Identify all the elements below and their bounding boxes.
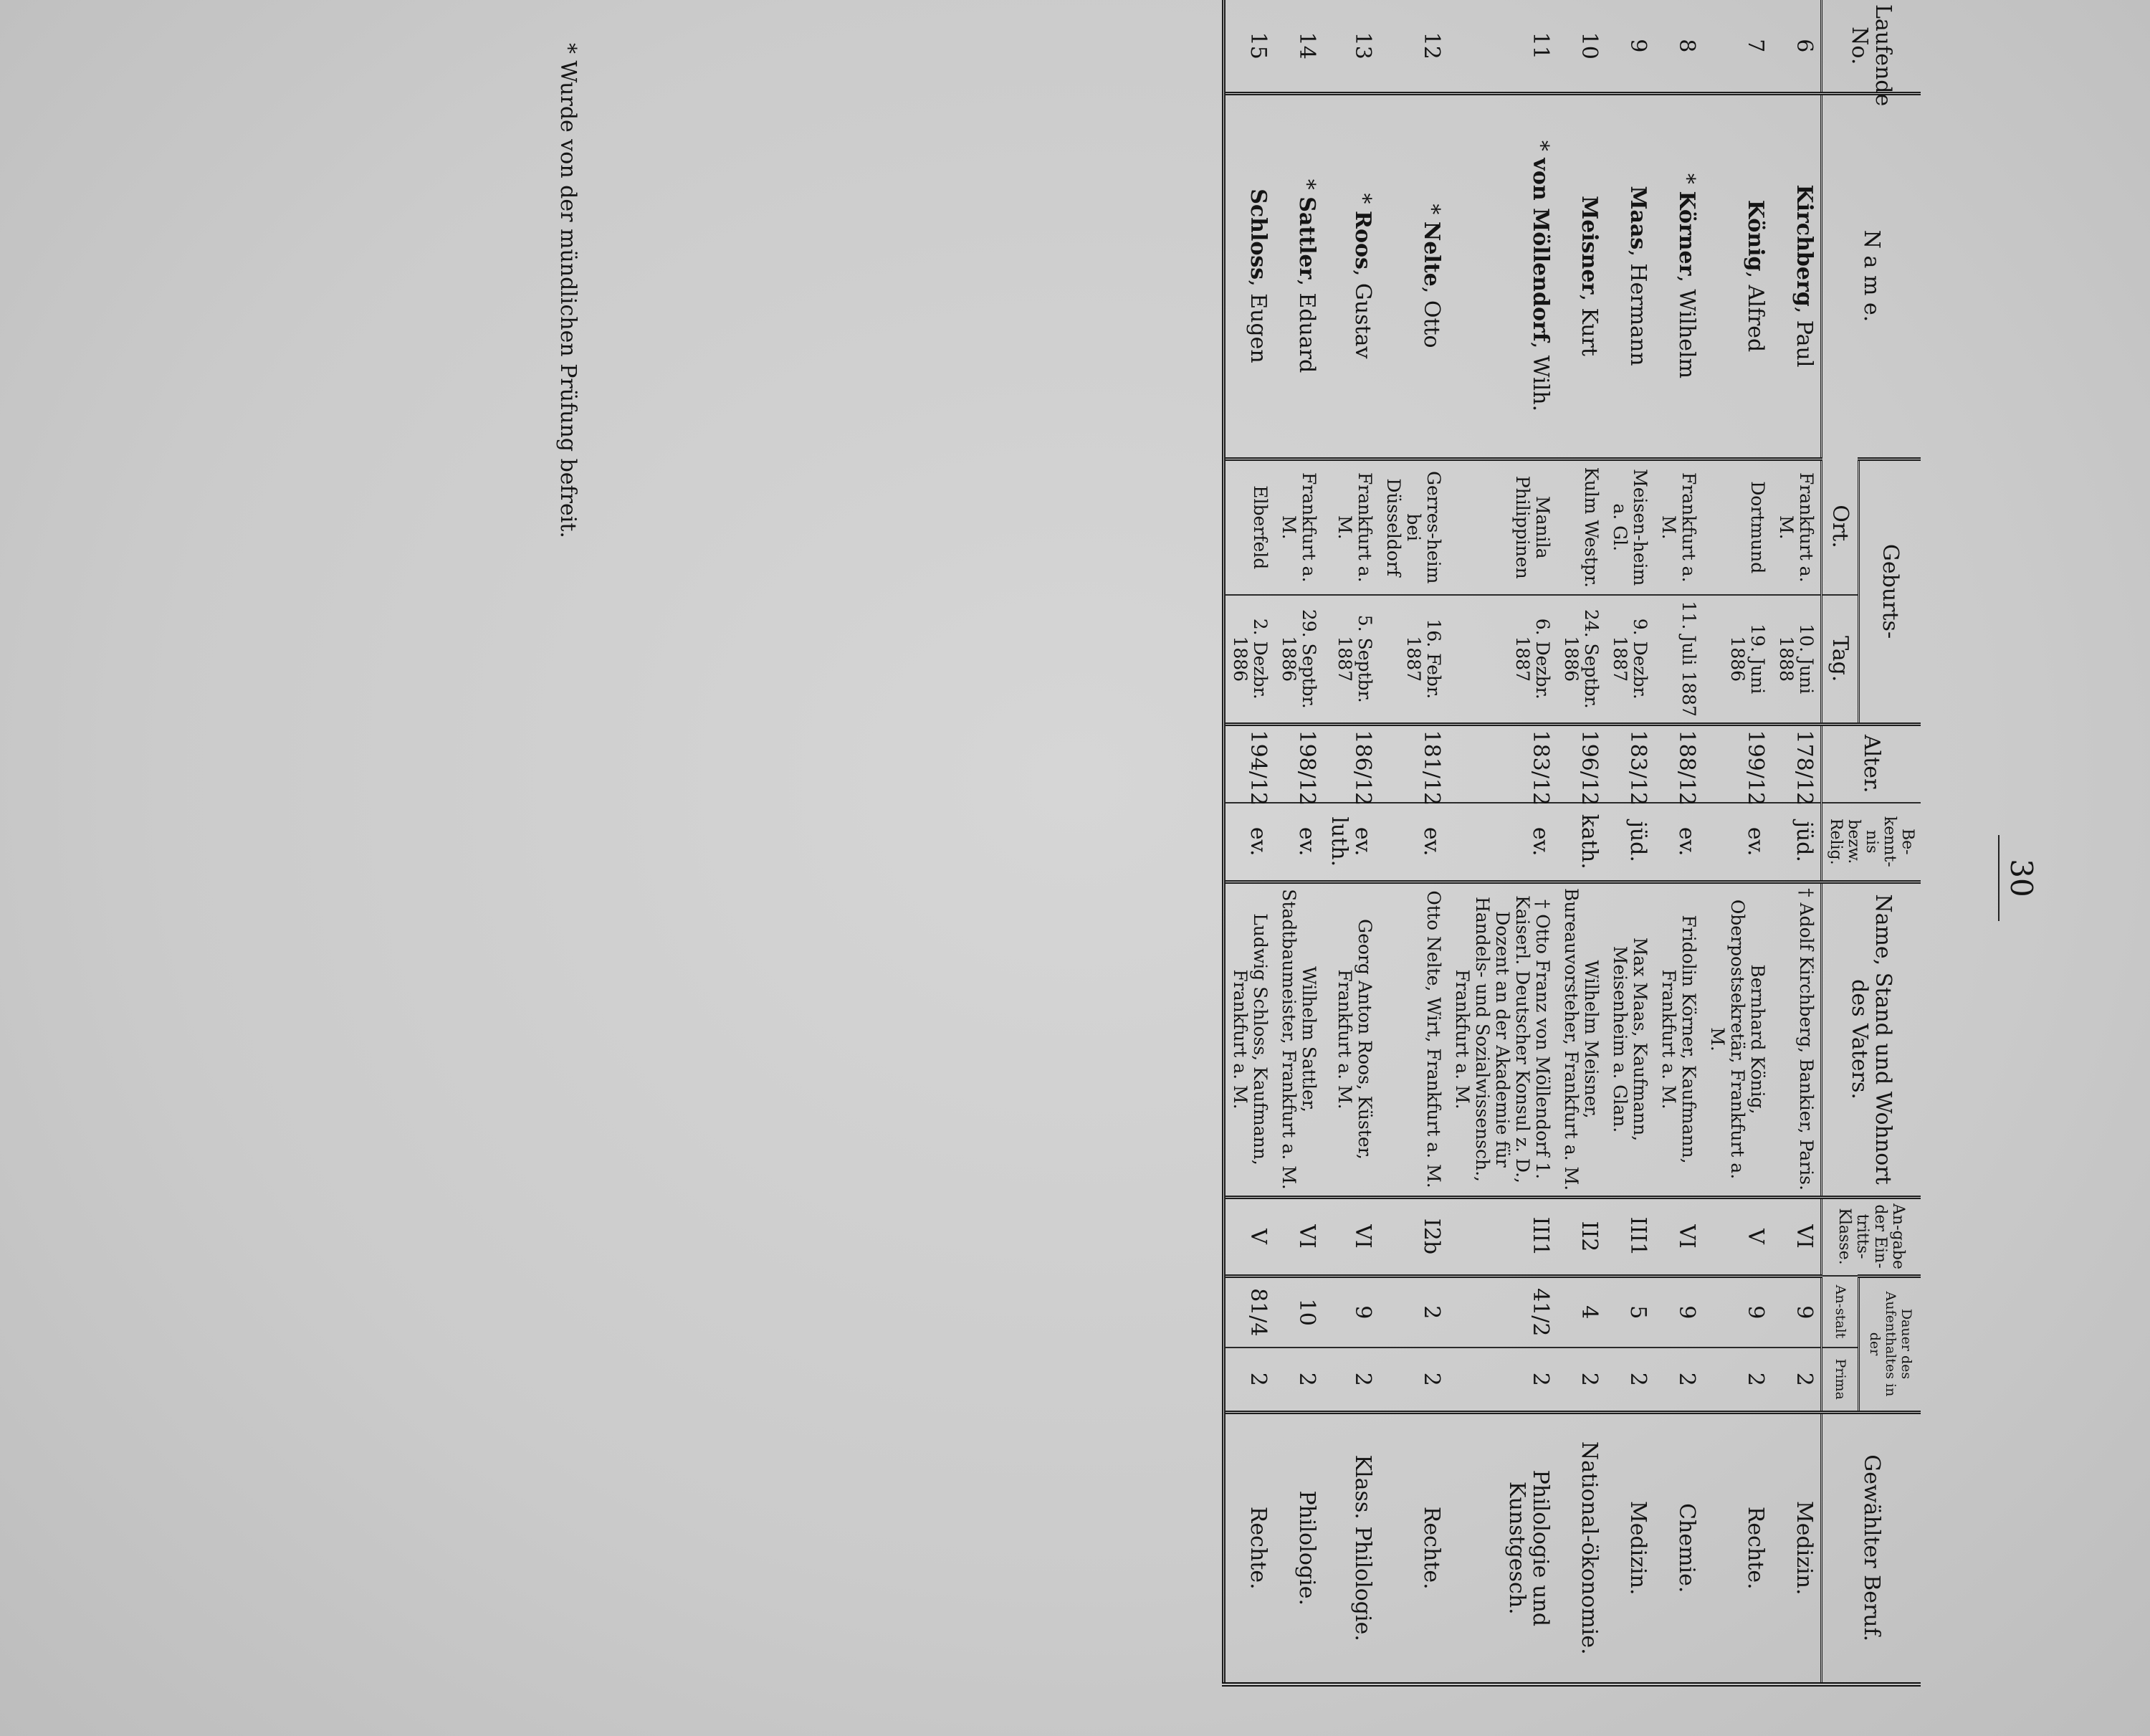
cell-years-prima: 2 <box>1448 1348 1557 1412</box>
cell-birth-place: Gerres-heim bei Düsseldorf <box>1379 459 1448 595</box>
cell-religion: ev. <box>1274 803 1323 882</box>
header-eintritt: An-gabe der Ein-tritts-Klasse. <box>1822 1197 1921 1276</box>
cell-entry-class: VI <box>1654 1197 1703 1276</box>
cell-birth-date: 9. Dezbr. 1887 <box>1605 595 1654 724</box>
header-bekenntnis: Be-kennt-nis bezw. Relig. <box>1822 803 1921 882</box>
cell-no: 9 <box>1625 39 1650 53</box>
table-row <box>1654 0 1703 1684</box>
cell-birth-date: 16. Febr. 1887 <box>1379 595 1448 724</box>
cell-entry-class: VI <box>1274 1197 1323 1276</box>
given-name: , Gustav <box>1350 269 1375 359</box>
cell-religion: ev. <box>1654 803 1703 882</box>
surname: Sattler <box>1294 196 1319 280</box>
surname: Roos <box>1350 211 1375 270</box>
cell-name <box>1379 93 1448 459</box>
cell-birth-place: Frankfurt a. M. <box>1274 459 1323 595</box>
cell-name <box>1274 93 1323 459</box>
cell-father: Georg Anton Roos, Küster, Frankfurt a. M. <box>1323 882 1379 1197</box>
cell-name <box>1557 93 1605 459</box>
cell-religion: jüd. <box>1605 803 1654 882</box>
cell-father: Bernhard König, Oberpostsekretär, Frankfurt a. M. <box>1703 882 1772 1197</box>
cell-birth-place: Kulm Westpr. <box>1557 459 1605 595</box>
cell-birth-place: Elberfeld <box>1224 459 1275 595</box>
cell-years-school: 5 <box>1605 1276 1654 1348</box>
cell-years-prima: 2 <box>1703 1348 1772 1412</box>
cell-years-prima: 2 <box>1772 1348 1822 1412</box>
cell-birth-date: 29. Septbr. 1886 <box>1274 595 1323 724</box>
given-name: , Kurt <box>1577 294 1602 356</box>
cell-entry-class: II2 <box>1557 1197 1605 1276</box>
surname: Nelte <box>1419 221 1444 287</box>
cell-years-prima: 2 <box>1379 1348 1448 1412</box>
header-alter: Alter. <box>1822 724 1921 803</box>
given-name: , Otto <box>1419 286 1444 348</box>
cell-years-school: 2 <box>1379 1276 1448 1348</box>
given-name: , Wilhelm <box>1674 275 1699 379</box>
given-name: , Paul <box>1792 306 1817 368</box>
cell-age: 178/12 <box>1772 724 1822 803</box>
header-anstalt: An-stalt <box>1822 1276 1859 1348</box>
cell-no: 11 <box>1528 32 1553 59</box>
cell-father: † Otto Franz von Möllendorf 1. Kaiserl. Deutscher Konsul z. D., Dozent an der Akademie für Handels- und Sozialwissensch., Frankfurt a. M. <box>1448 882 1557 1197</box>
cell-years-prima: 2 <box>1605 1348 1654 1412</box>
cell-age: 198/12 <box>1274 724 1323 803</box>
cell-name <box>1654 93 1703 459</box>
table-row <box>1703 0 1772 1684</box>
cell-age: 186/12 <box>1323 724 1379 803</box>
cell-birth-place: Dortmund <box>1703 459 1772 595</box>
header-tag: Tag. <box>1822 595 1859 724</box>
cell-entry-class: III1 <box>1605 1197 1654 1276</box>
cell-father: Max Maas, Kaufmann, Meisenheim a. Glan. <box>1605 882 1654 1197</box>
given-name: , Hermann <box>1625 249 1650 366</box>
star-marker: * <box>1294 178 1319 197</box>
cell-years-school: 81/4 <box>1224 1276 1275 1348</box>
cell-age: 183/12 <box>1448 724 1557 803</box>
cell-entry-class: III1 <box>1448 1197 1557 1276</box>
table-body <box>1224 0 1822 1684</box>
cell-religion: ev. <box>1379 803 1448 882</box>
surname: König <box>1743 199 1768 272</box>
cell-no: 8 <box>1674 39 1699 53</box>
header-geburts: Geburts- <box>1859 459 1921 724</box>
cell-career: Klass. Philologie. <box>1323 1412 1379 1684</box>
header-beruf: Gewählter Beruf. <box>1822 1412 1921 1684</box>
cell-years-school: 9 <box>1654 1276 1703 1348</box>
cell-name <box>1224 93 1275 459</box>
given-name: , Eugen <box>1246 280 1271 363</box>
cell-father: Otto Nelte, Wirt, Frankfurt a. M. <box>1379 882 1448 1197</box>
cell-career: Rechte. <box>1379 1412 1448 1684</box>
cell-name <box>1703 93 1772 459</box>
page-number: 30 <box>2004 859 2039 897</box>
table-row <box>1379 0 1448 1684</box>
cell-years-school: 9 <box>1772 1276 1822 1348</box>
cell-entry-class: VI <box>1323 1197 1379 1276</box>
surname: Maas <box>1625 186 1650 250</box>
cell-birth-date: 10. Juni 1888 <box>1772 595 1822 724</box>
cell-birth-date: 2. Dezbr. 1886 <box>1224 595 1275 724</box>
star-marker: * <box>1419 204 1444 221</box>
given-name: , Eduard <box>1294 279 1319 373</box>
given-name: , Wilh. <box>1528 341 1553 412</box>
given-name: , Alfred <box>1743 271 1768 353</box>
footnote: * Wurde von der mündlichen Prüfung befreit. <box>555 43 580 538</box>
cell-entry-class: V <box>1224 1197 1275 1276</box>
cell-no: 13 <box>1350 32 1375 59</box>
surname: Körner <box>1674 191 1699 276</box>
cell-no: 6 <box>1792 39 1817 53</box>
cell-years-prima: 2 <box>1323 1348 1379 1412</box>
cell-age: 183/12 <box>1605 724 1654 803</box>
cell-religion: jüd. <box>1772 803 1822 882</box>
cell-birth-place: Meisen-heim a. Gl. <box>1605 459 1654 595</box>
star-marker: * <box>1350 193 1375 211</box>
header-ort: Ort. <box>1822 459 1859 595</box>
cell-religion: ev. <box>1703 803 1772 882</box>
cell-religion: ev. <box>1448 803 1557 882</box>
cell-birth-date: 24. Septbr. 1886 <box>1557 595 1605 724</box>
cell-age: 188/12 <box>1654 724 1703 803</box>
cell-father: Ludwig Schloss, Kaufmann, Frankfurt a. M. <box>1224 882 1275 1197</box>
table-row <box>1605 0 1654 1684</box>
surname: Meisner <box>1577 196 1602 295</box>
cell-no: 15 <box>1224 0 1275 93</box>
table-row <box>1323 0 1379 1684</box>
cell-birth-date: 19. Juni 1886 <box>1703 595 1772 724</box>
cell-no: 7 <box>1743 39 1768 53</box>
cell-birth-place: Frankfurt a. M. <box>1323 459 1379 595</box>
cell-birth-place: Frankfurt a. M. <box>1654 459 1703 595</box>
cell-birth-date: 11. Juli 1887 <box>1654 595 1703 724</box>
cell-no: 12 <box>1419 32 1444 59</box>
table-row <box>1557 0 1605 1684</box>
header-laufende-no: Laufende No. <box>1822 0 1921 93</box>
cell-no: 14 <box>1294 32 1319 59</box>
cell-years-prima: 2 <box>1274 1348 1323 1412</box>
cell-years-school: 4 <box>1557 1276 1605 1348</box>
cell-years-school: 41/2 <box>1448 1276 1557 1348</box>
cell-religion: ev. <box>1224 803 1275 882</box>
cell-career: Philologie. <box>1274 1412 1323 1684</box>
cell-career: Medizin. <box>1605 1412 1654 1684</box>
cell-father: Wilhelm Meisner, Bureauvorsteher, Frankfurt a. M. <box>1557 882 1605 1197</box>
cell-career: Philologie und Kunstgesch. <box>1448 1412 1557 1684</box>
page-number-rule <box>1998 835 2000 921</box>
cell-career: National-ökonomie. <box>1557 1412 1605 1684</box>
table-row <box>1274 0 1323 1684</box>
header-prima: Prima <box>1822 1348 1859 1412</box>
cell-age: 194/12 <box>1224 724 1275 803</box>
cell-career: Chemie. <box>1654 1412 1703 1684</box>
cell-years-prima: 2 <box>1224 1348 1275 1412</box>
cell-father: Wilhelm Sattler, Stadtbaumeister, Frankfurt a. M. <box>1274 882 1323 1197</box>
cell-father: Fridolin Körner, Kaufmann, Frankfurt a. M. <box>1654 882 1703 1197</box>
cell-years-prima: 2 <box>1654 1348 1703 1412</box>
cell-no: 10 <box>1577 32 1602 59</box>
cell-years-school: 10 <box>1274 1276 1323 1348</box>
cell-birth-place: Frankfurt a. M. <box>1772 459 1822 595</box>
cell-entry-class: V <box>1703 1197 1772 1276</box>
cell-name <box>1323 93 1379 459</box>
cell-birth-date: 6. Dezbr. 1887 <box>1448 595 1557 724</box>
cell-years-prima: 2 <box>1557 1348 1605 1412</box>
table-row <box>1448 0 1557 1684</box>
cell-age: 196/12 <box>1557 724 1605 803</box>
graduates-table <box>1222 0 1921 1687</box>
star-marker: * <box>1528 140 1553 158</box>
cell-religion: ev. luth. <box>1323 803 1379 882</box>
cell-birth-date: 5. Septbr. 1887 <box>1323 595 1379 724</box>
cell-career: Rechte. <box>1703 1412 1772 1684</box>
cell-age: 199/12 <box>1703 724 1772 803</box>
surname: Schloss <box>1246 189 1271 280</box>
surname: von Möllendorf <box>1528 158 1553 342</box>
cell-career: Medizin. <box>1772 1412 1822 1684</box>
cell-name <box>1448 93 1557 459</box>
star-marker: * <box>1674 173 1699 191</box>
cell-religion: kath. <box>1557 803 1605 882</box>
header-name: N a m e. <box>1822 93 1921 459</box>
table-row <box>1224 0 1275 1684</box>
cell-entry-class: VI <box>1772 1197 1822 1276</box>
cell-name <box>1772 93 1822 459</box>
header-dauer: Dauer des Aufenthaltes in der <box>1859 1276 1921 1412</box>
header-vater: Name, Stand und Wohnort des Vaters. <box>1822 882 1921 1197</box>
cell-entry-class: I2b <box>1379 1197 1448 1276</box>
cell-career: Rechte. <box>1224 1412 1275 1684</box>
surname: Kirchberg <box>1792 184 1817 307</box>
cell-name <box>1605 93 1654 459</box>
cell-years-school: 9 <box>1703 1276 1772 1348</box>
cell-age: 181/12 <box>1379 724 1448 803</box>
table-row <box>1772 0 1822 1684</box>
cell-birth-place: Manila Philippinen <box>1448 459 1557 595</box>
cell-father: † Adolf Kirchberg, Bankier, Paris. <box>1772 882 1822 1197</box>
cell-years-school: 9 <box>1323 1276 1379 1348</box>
